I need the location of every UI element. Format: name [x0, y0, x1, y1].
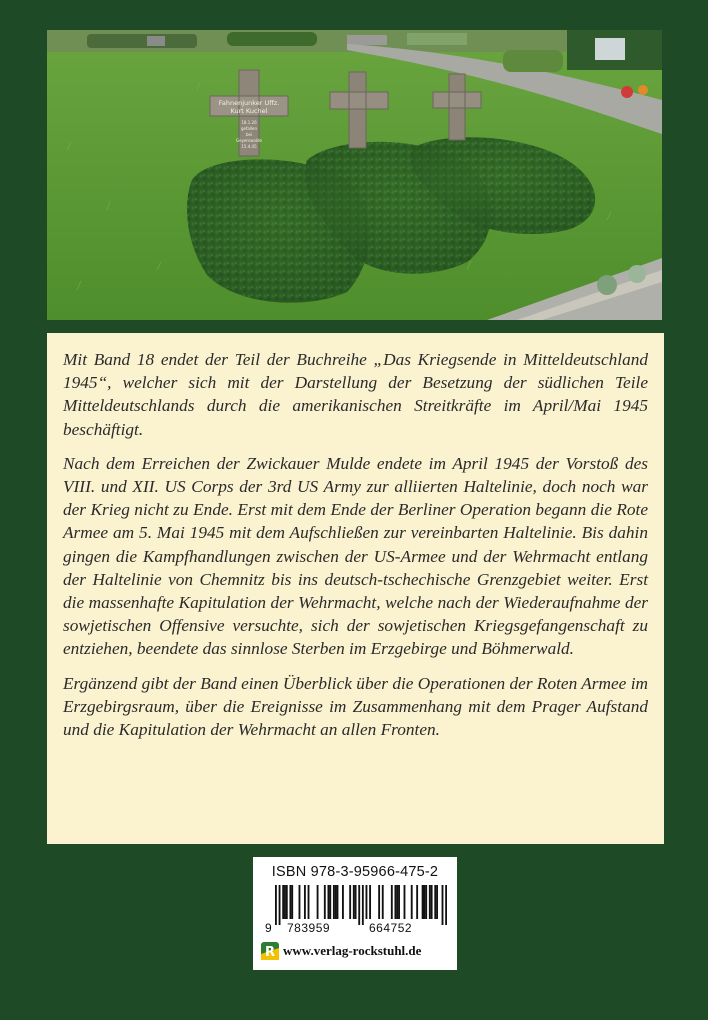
blurb-paragraph: Ergänzend gibt der Band einen Überblick über die Operationen der Roten Armee im Erzgebirgsraum, über die Ereignisse im Zusammenhang mit dem Prager Aufstand und die Kapitulation der Wehrmacht an allen Fronten.	[63, 673, 648, 740]
barcode-bar	[342, 885, 344, 919]
isbn-number: ISBN 978-3-95966-475-2	[271, 864, 439, 880]
publisher-logo-letter: R	[264, 945, 276, 960]
barcode-bar	[329, 885, 331, 919]
cross-inscription-line-2: Kurt Kuchel	[230, 107, 268, 115]
barcode-bar	[422, 885, 424, 919]
barcode-digits-left: 783959	[287, 921, 331, 935]
barcode-digit-lead: 9	[265, 921, 273, 935]
barcode-bar	[335, 885, 337, 919]
barcode-bar	[369, 885, 371, 919]
blurb-panel	[47, 333, 664, 844]
blurb-paragraph: Nach dem Erreichen der Zwickauer Mulde endete im April 1945 der Vorstoß des VIII. und XII. US Corps der 3rd US Army zur alliierten Haltelinie, doch noch war der Krieg nicht zu Ende. Erst mit dem Ende der Berliner Operation begann die Rote Armee am 5. Mai 1945 mit dem Aufschließen zur vereinbarten Haltelinie. Bis dahin gingen die Kampfhandlungen zwischen der US-Armee und der Wehrmacht entlang der Haltelinie von Chemnitz bis ins deutsch-tschechische Grenzgebiet weiter. Erst die massenhafte Kapitulation der Wehrmacht, welche nach der Wiederaufnahme der sowjetischen Offensive versuchte, sich der sowjetischen Kriegsgefangenschaft zu entziehen, beendete das sinnlose Sterben im Erzgebirge und Böhmerwald.	[63, 453, 648, 659]
cross-inscription-line-1: Fahnenjunker Uffz.	[218, 99, 280, 107]
barcode-bar	[328, 885, 330, 919]
barcode-bar	[416, 885, 418, 919]
barcode-bar	[394, 885, 396, 919]
barcode-bar	[382, 885, 384, 919]
barcode-bar	[431, 885, 433, 919]
publisher-url-row	[261, 940, 453, 962]
barcode-bar	[291, 885, 293, 919]
publisher-logo-icon	[261, 942, 279, 960]
barcode-bar	[358, 885, 360, 925]
barcode-bar	[279, 885, 281, 925]
barcode-bar	[425, 885, 427, 919]
barcode-bar	[317, 885, 319, 919]
barcode-bar	[275, 885, 277, 925]
barcode-bar	[404, 885, 406, 919]
cross-inscription-line-6: Geyerswalde	[236, 138, 262, 143]
barcode-bar	[299, 885, 301, 919]
barcode-bar	[445, 885, 447, 925]
barcode-bar	[396, 885, 398, 919]
barcode-bar	[429, 885, 431, 919]
barcode-bar	[362, 885, 364, 925]
cover-photo-war-graves	[47, 30, 662, 320]
barcode-bar	[434, 885, 436, 919]
barcode-bar	[436, 885, 438, 919]
barcode-bar	[423, 885, 425, 919]
barcode-bar	[284, 885, 286, 919]
isbn-barcode-block	[253, 857, 457, 970]
cross-inscription-line-3: 18.1.26	[241, 120, 257, 125]
blurb-paragraph: Mit Band 18 endet der Teil der Buchreihe „Das Kriegsende in Mitteldeutschland 1945“, welcher sich mit der Darstellung der Besetzung der südlichen Teile Mitteldeutschlands durch die amerikanischen Streitkräfte im April/Mai 1945 beschäftigt.	[63, 350, 648, 439]
barcode-bar	[411, 885, 413, 919]
barcode-bar	[349, 885, 351, 919]
barcode-bar	[391, 885, 393, 919]
barcode-bar	[337, 885, 339, 919]
barcode-bar	[398, 885, 400, 919]
cross-inscription-line-7: 15.4.45	[241, 144, 257, 149]
barcode-digits-right: 664752	[369, 921, 413, 935]
barcode-bar	[353, 885, 355, 919]
barcode-bar	[308, 885, 310, 919]
barcode-bar	[282, 885, 284, 919]
barcode-bar	[355, 885, 357, 919]
barcode-bar	[366, 885, 368, 919]
cross-inscription-line-5: bei	[245, 132, 253, 137]
barcode-bar	[289, 885, 291, 919]
barcode-bar	[333, 885, 335, 919]
cross-inscription-line-4: gefallen	[240, 126, 258, 131]
publisher-url[interactable]: www.verlag-rockstuhl.de	[283, 943, 422, 958]
barcode-bar	[324, 885, 326, 919]
barcode-bar	[442, 885, 444, 925]
barcode	[275, 885, 447, 925]
barcode-bar	[378, 885, 380, 919]
barcode-bar	[286, 885, 288, 919]
barcode-bar	[304, 885, 306, 919]
